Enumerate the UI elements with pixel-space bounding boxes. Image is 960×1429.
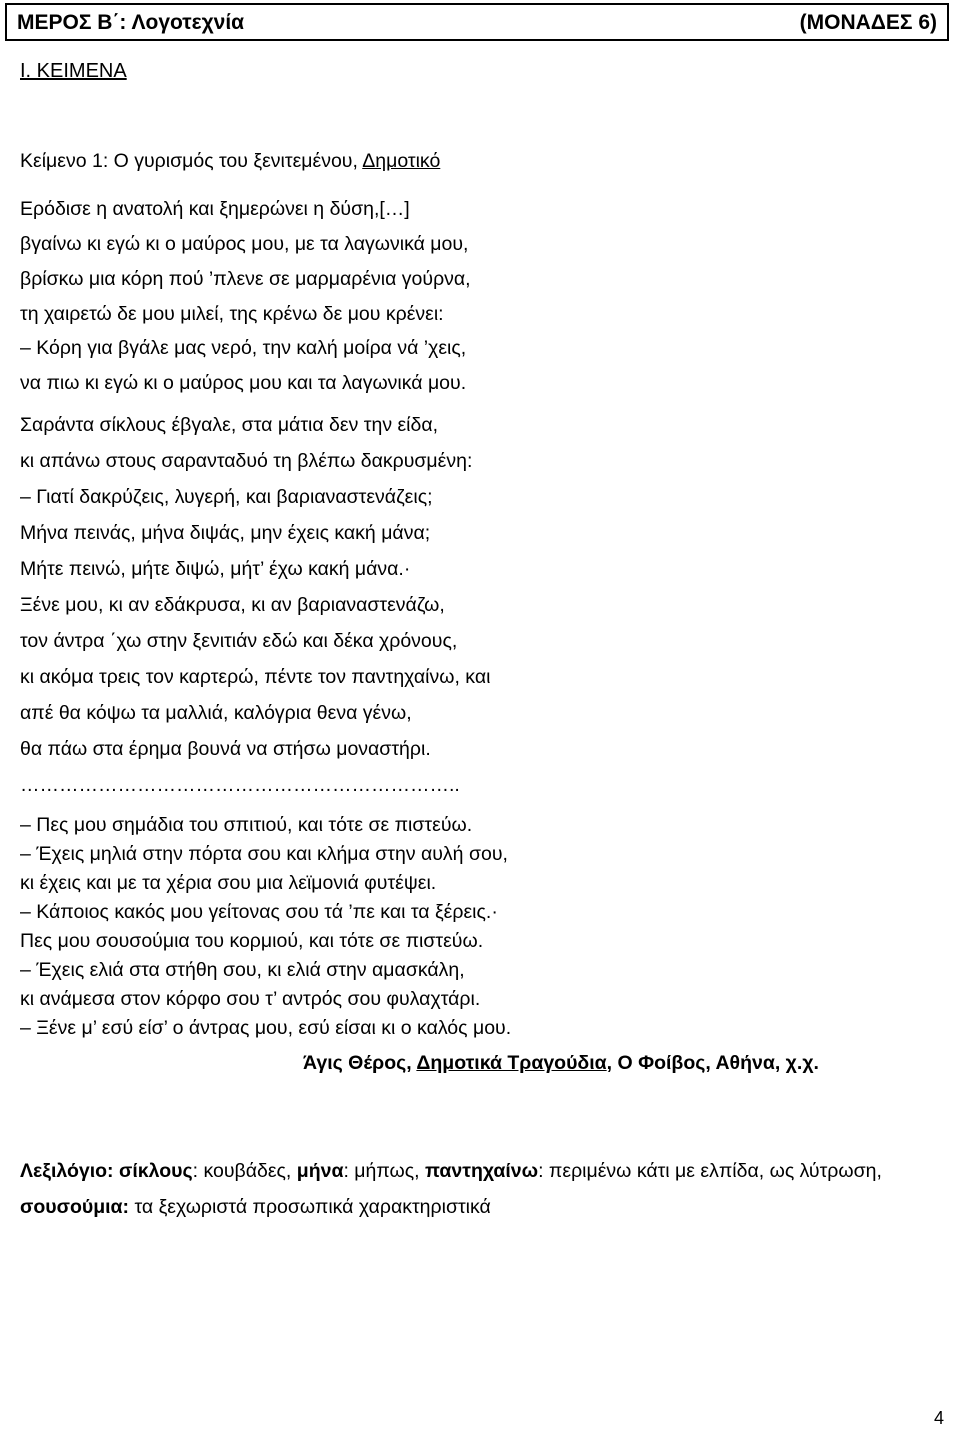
- glossary-term: σίκλους: [118, 1160, 193, 1182]
- texts-heading: Ι. ΚΕΙΜΕΝΑ: [20, 60, 127, 82]
- poem-line: να πιω κι εγώ κι ο μαύρος μου και τα λαγωνικά μου.: [20, 372, 467, 394]
- poem-line: κι έχεις και με τα χέρια σου μια λεϊμονιά φυτέψει.: [20, 872, 437, 894]
- poem-line: Μήτε πεινώ, μήτε διψώ, μήτ’ έχω κακή μάνα.·: [20, 558, 411, 580]
- text-title-genre: Δημοτικό: [362, 150, 441, 172]
- glossary-definition: : κουβάδες,: [192, 1160, 297, 1182]
- poem-line: – Πες μου σημάδια του σπιτιού, και τότε σε πιστεύω.: [20, 814, 473, 836]
- glossary-definition: : περιμένω κάτι με ελπίδα, ως λύτρωση,: [538, 1160, 882, 1182]
- glossary-definition: τα ξεχωριστά προσωπικά χαρακτηριστικά: [129, 1196, 491, 1218]
- poem-line: Ερόδισε η ανατολή και ξημερώνει η δύση,[…]: [20, 198, 410, 220]
- poem-line: τον άντρα ΄χω στην ξενιτιάν εδώ και δέκα χρόνους,: [20, 630, 458, 652]
- section-title: ΜΕΡΟΣ Β΄: Λογοτεχνία: [17, 11, 245, 34]
- poem-line: Ξένε μου, κι αν εδάκρυσα, κι αν βαριαναστενάζω,: [20, 594, 445, 616]
- poem-ellipsis: …………………………………………………………..: [20, 774, 460, 796]
- glossary-term: παντηχαίνω: [425, 1160, 539, 1182]
- poem-line: – Γιατί δακρύζεις, λυγερή, και βαριαναστενάζεις;: [20, 486, 433, 508]
- glossary-label: Λεξιλόγιο:: [20, 1160, 114, 1182]
- poem-line: – Ξένε μ’ εσύ είσ’ ο άντρας μου, εσύ είσαι κι ο καλός μου.: [20, 1017, 512, 1039]
- glossary-term: μήνα: [296, 1160, 344, 1182]
- text-title: [20, 150, 440, 173]
- source-rest: , Ο Φοίβος, Αθήνα, χ.χ.: [606, 1052, 819, 1074]
- poem-line: – Έχεις ελιά στα στήθη σου, κι ελιά στην αμασκάλη,: [20, 959, 465, 981]
- poem-line: Μήνα πεινάς, μήνα διψάς, μην έχεις κακή μάνα;: [20, 522, 431, 544]
- section-header-box: [5, 3, 949, 41]
- poem-line: κι απάνω στους σαρανταδυό τη βλέπω δακρυσμένη:: [20, 450, 473, 472]
- source-citation: [303, 1052, 819, 1075]
- poem-line: βγαίνω κι εγώ κι ο μαύρος μου, με τα λαγωνικά μου,: [20, 233, 469, 255]
- poem-line: απέ θα κόψω τα μαλλιά, καλόγρια θενα γένω,: [20, 702, 412, 724]
- poem-line: θα πάω στα έρημα βουνά να στήσω μοναστήρι.: [20, 738, 431, 760]
- glossary-term: σουσούμια:: [20, 1196, 130, 1218]
- glossary-definition: : μήπως,: [343, 1160, 426, 1182]
- poem-line: βρίσκω μια κόρη πού ’πλενε σε μαρμαρένια γούρνα,: [20, 268, 471, 290]
- poem-line: Πες μου σουσούμια του κορμιού, και τότε σε πιστεύω.: [20, 930, 484, 952]
- poem-line: τη χαιρετώ δε μου μιλεί, της κρένω δε μου κρένει:: [20, 303, 444, 325]
- poem-line: – Έχεις μηλιά στην πόρτα σου και κλήμα στην αυλή σου,: [20, 843, 508, 865]
- poem-line: – Κόρη για βγάλε μας νερό, την καλή μοίρα νά ’χεις,: [20, 337, 467, 359]
- poem-line: Σαράντα σίκλους έβγαλε, στα μάτια δεν την είδα,: [20, 414, 439, 436]
- poem-line: κι ακόμα τρεις τον καρτερώ, πέντε τον παντηχαίνω, και: [20, 666, 491, 688]
- source-work: Δημοτικά Τραγούδια: [416, 1052, 607, 1074]
- section-points: (ΜΟΝΑΔΕΣ 6): [799, 11, 937, 34]
- poem-line: κι ανάμεσα στον κόρφο σου τ’ αντρός σου φυλαχτάρι.: [20, 988, 481, 1010]
- text-title-prefix: Κείμενο 1: Ο γυρισμός του ξενιτεμένου,: [20, 150, 363, 172]
- poem-line: – Κάποιος κακός μου γείτονας σου τά ’πε και τα ξέρεις.·: [20, 901, 498, 923]
- source-author: Άγις Θέρος,: [303, 1052, 417, 1074]
- page-number: 4: [933, 1408, 944, 1428]
- glossary: [20, 1153, 940, 1225]
